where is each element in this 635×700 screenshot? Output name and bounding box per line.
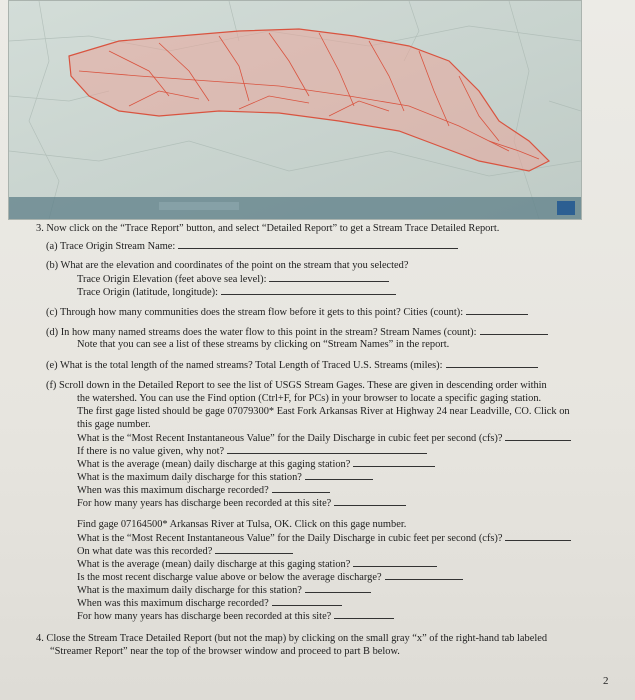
q3d-note: Note that you can see a list of these streams by clicking on “Stream Names” in the report. (77, 339, 450, 350)
q3b-coordinates-row (77, 285, 396, 299)
q3f-line3: The first gage listed should be gage 07079300* East Fork Arkansas River at Highway 24 near Leadville, CO. Click on (77, 406, 570, 417)
q3-intro: 3. Now click on the “Trace Report” button, and select “Detailed Report” to get a Stream Trace Detailed Report. (36, 223, 500, 234)
q3b-elevation-blank[interactable] (269, 272, 389, 282)
q3d-answer-blank[interactable] (480, 325, 548, 335)
q3g-date-label: On what date was this recorded? (77, 546, 213, 557)
q3g-maxdate-row (77, 596, 342, 610)
q3f-max-blank[interactable] (305, 470, 373, 480)
q3f-instant-row (77, 431, 571, 445)
q3e-label: (e) What is the total length of the named streams? Total Length of Traced U.S. Streams (miles): (46, 360, 443, 371)
q3d-row (46, 325, 548, 339)
q3d-label: (d) In how many named streams does the water flow to this point in the stream? Stream Names (count): (46, 327, 477, 338)
q3g-compare-blank[interactable] (385, 570, 463, 580)
q3g-date-blank[interactable] (215, 544, 293, 554)
q3g-date-row (77, 544, 293, 558)
q3g-mean-blank[interactable] (353, 557, 437, 567)
q3g-years-blank[interactable] (334, 609, 394, 619)
q3a-answer-blank[interactable] (178, 239, 458, 249)
q3g-max-label: What is the maximum daily discharge for this station? (77, 585, 302, 596)
q3a-row (46, 239, 458, 253)
q3b-elevation-label: Trace Origin Elevation (feet above sea level): (77, 274, 267, 285)
q3f-years-label: For how many years has discharge been recorded at this site? (77, 498, 332, 509)
q3c-label: (c) Through how many communities does the stream flow before it gets to this point? Cities (count): (46, 307, 464, 318)
q3f-mean-label: What is the average (mean) daily discharge at this gaging station? (77, 459, 351, 470)
q3g-instant-row (77, 531, 571, 545)
q3g-years-row (77, 609, 394, 623)
q3f-line4: this gage number. (77, 419, 151, 430)
q3g-instant-label: What is the “Most Recent Instantaneous Value” for the Daily Discharge in cubic feet per second (cfs)? (77, 533, 503, 544)
q3f-maxdate-row (77, 483, 330, 497)
q3f-mean-row (77, 457, 435, 471)
q3f-novalue-row (77, 444, 427, 458)
q3e-row (46, 358, 538, 372)
q3g-compare-row (77, 570, 463, 584)
q3f-instant-blank[interactable] (505, 431, 571, 441)
q3g-max-blank[interactable] (305, 583, 371, 593)
page-number: 2 (603, 675, 609, 687)
q3f-max-row (77, 470, 373, 484)
q3f-instant-label: What is the “Most Recent Instantaneous Value” for the Daily Discharge in cubic feet per second (cfs)? (77, 433, 503, 444)
question-text (0, 219, 635, 700)
q3b-elevation-row (77, 272, 389, 286)
stream-trace-map-photo (8, 0, 582, 220)
q3g-instant-blank[interactable] (505, 531, 571, 541)
q3f-mean-blank[interactable] (353, 457, 435, 467)
q3b-question: (b) What are the elevation and coordinates of the point on the stream that you selected? (46, 260, 409, 271)
q3f-maxdate-label: When was this maximum discharge recorded? (77, 485, 269, 496)
q3a-label: (a) Trace Origin Stream Name: (46, 241, 176, 252)
q3g-find-gage: Find gage 07164500* Arkansas River at Tulsa, OK. Click on this gage number. (77, 519, 407, 530)
q3c-row (46, 305, 528, 319)
q3f-line1: (f) Scroll down in the Detailed Report to see the list of USGS Stream Gages. These are given in descending order within (46, 380, 547, 391)
map-graphic (9, 1, 581, 219)
q4-line1: 4. Close the Stream Trace Detailed Report (but not the map) by clicking on the small gray “x” of the right-hand tab labeled (36, 633, 548, 644)
q3f-max-label: What is the maximum daily discharge for this station? (77, 472, 302, 483)
q3b-coordinates-label: Trace Origin (latitude, longitude): (77, 287, 219, 298)
q3f-novalue-label: If there is no value given, why not? (77, 446, 225, 457)
q3f-novalue-blank[interactable] (227, 444, 427, 454)
q3b-coordinates-blank[interactable] (221, 285, 396, 295)
q3g-max-row (77, 583, 371, 597)
q3g-mean-label: What is the average (mean) daily discharge at this gaging station? (77, 559, 351, 570)
q3f-maxdate-blank[interactable] (272, 483, 330, 493)
q3f-line2: the watershed. You can use the Find option (Ctrl+F, for PCs) in your browser to locate a specific gaging station. (77, 393, 542, 404)
q3e-answer-blank[interactable] (446, 358, 538, 368)
q3f-years-row (77, 496, 406, 510)
q3g-maxdate-label: When was this maximum discharge recorded? (77, 598, 269, 609)
q3g-compare-label: Is the most recent discharge value above or below the average discharge? (77, 572, 382, 583)
q3c-answer-blank[interactable] (466, 305, 528, 315)
q3g-maxdate-blank[interactable] (272, 596, 342, 606)
q3g-mean-row (77, 557, 437, 571)
q3f-years-blank[interactable] (334, 496, 406, 506)
q4-line2: “Streamer Report” near the top of the browser window and proceed to part B below. (50, 646, 400, 657)
q3g-years-label: For how many years has discharge been recorded at this site? (77, 611, 332, 622)
